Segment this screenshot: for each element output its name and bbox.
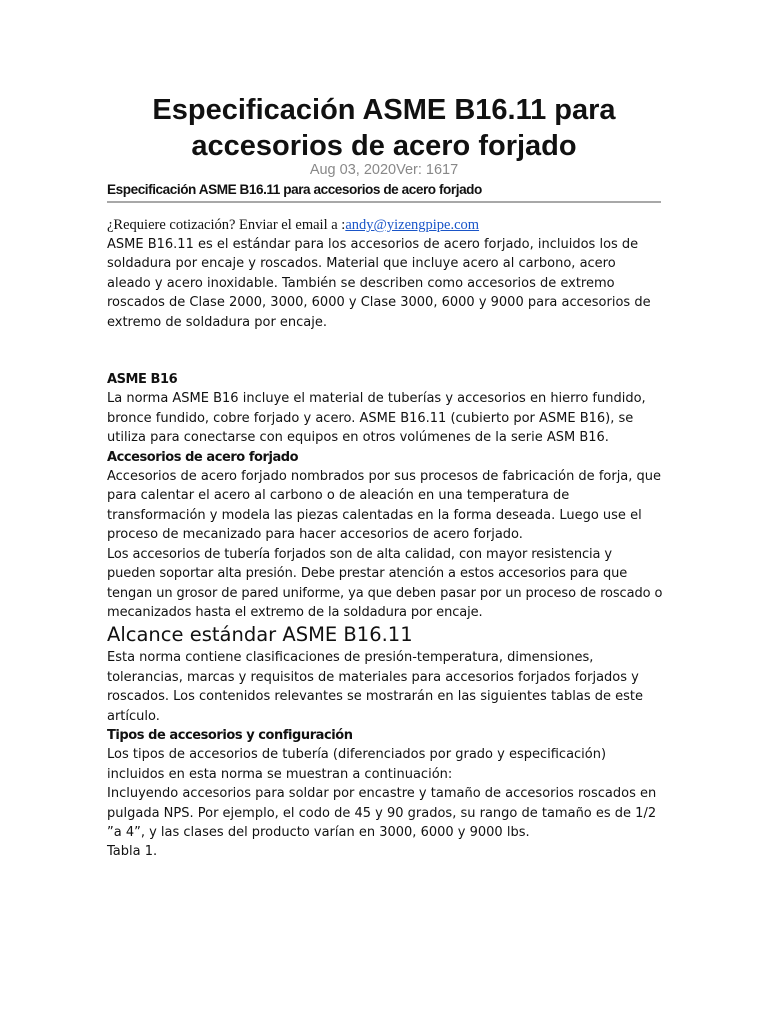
types-paragraph-2: Incluyendo accesorios para soldar por encastre y tamaño de accesorios roscados en pulgada NPS. Por ejemplo, el codo de 45 y 90 grados, su rango de tamaño es de 1/2 ”a 4”, y las clases del producto varían en 3000, 6000 y 9000 lbs.: [107, 786, 657, 840]
email-link[interactable]: andy@yizengpipe.com: [345, 217, 480, 233]
asme-b16-paragraph: La norma ASME B16 incluye el material de tuberías y accesorios en hierro fundido, bronce fundido, cobre forjado y acero. ASME B16.11 (cubierto por ASME B16), se utiliza para conectarse con equipos en otros volúmenes de la serie ASM B16.: [107, 391, 646, 446]
date-version: Aug 03, 2020Ver: 1617: [309, 162, 459, 178]
spacer: [107, 332, 663, 370]
forged-paragraph-1: Accesorios de acero forjado nombrados por sus procesos de fabricación de forja, que para calentar el acero al carbono o de aleación en una temperatura de transformación y modela las piezas calentadas en la forma deseada. Luego use el proceso de mecanizado para hacer accesorios de acero forjado.: [107, 469, 662, 543]
types-paragraph-1: Los tipos de accesorios de tubería (diferenciados por grado y especificación) incluidos en esta norma se muestran a continuación:: [107, 747, 607, 782]
table-label: Tabla 1.: [107, 844, 158, 860]
intro-paragraph: ASME B16.11 es el estándar para los accesorios de acero forjado, incluidos los de soldadura por encaje y roscados. Material que incluye acero al carbono, acero aleado y acero inoxidable. También se describen como accesorios de extremo roscados de Clase 2000, 3000, 6000 y Clase 3000, 6000 y 9000 para accesorios de extremo de soldadura por encaje.: [107, 237, 651, 330]
scope-paragraph: Esta norma contiene clasificaciones de presión-temperatura, dimensiones, tolerancias, marcas y requisitos de materiales para accesorios forjados forjados y roscados. Los contenidos relevantes se mostrarán en las siguientes tablas de este artículo.: [107, 650, 643, 724]
quote-prefix: ¿Requiere cotización? Enviar el email a :: [107, 217, 346, 233]
forged-paragraph-2: Los accesorios de tubería forjados son de alta calidad, con mayor resistencia y pueden soportar alta presión. Debe prestar atención a estos accesorios para que tengan un grosor de pared uniforme, ya que deben pasar por un proceso de roscado o mecanizados hasta el extremo de la soldadura por encaje.: [107, 546, 663, 620]
document-subtitle: Especificación ASME B16.11 para accesorios de acero forjado: [107, 180, 661, 203]
forged-fittings-heading: Accesorios de acero forjado: [107, 449, 299, 465]
quote-request: [107, 216, 663, 235]
scope-heading: Alcance estándar ASME B16.11: [107, 623, 413, 647]
types-heading: Tipos de accesorios y configuración: [107, 727, 353, 743]
asme-b16-heading: ASME B16: [107, 372, 178, 388]
document-body: [107, 216, 663, 862]
page-title: Especificación ASME B16.11 para accesorios de acero forjado: [152, 94, 616, 162]
